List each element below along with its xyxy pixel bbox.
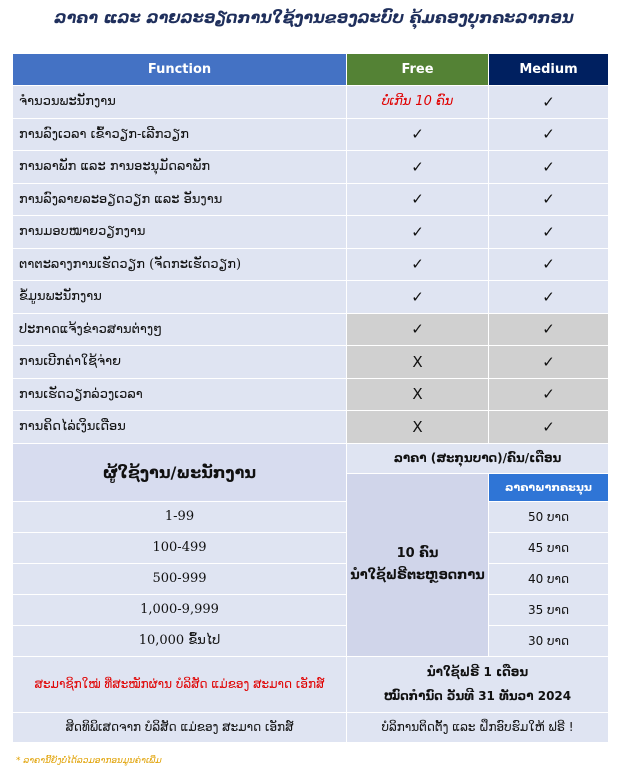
feature-name: ຈຳນວນພະນັກງານ xyxy=(13,86,347,119)
feature-free-value: ✓ xyxy=(347,248,489,281)
feature-free-value: ✓ xyxy=(347,313,489,346)
pricing-header-row xyxy=(13,443,609,473)
feature-free-value: ບໍ່ເກີນ 10 ຄົນ xyxy=(347,86,489,119)
info-left: ສິດທິພິເສດຈາກ ບໍລິສັດ ແມ່ຂອງ ສະມາດ ເອັກສ໌ xyxy=(13,712,347,742)
tier-price: 40 ບາດ xyxy=(489,563,609,594)
price-tier-row xyxy=(13,594,609,625)
pricing-table xyxy=(12,53,609,743)
feature-row xyxy=(13,86,609,119)
feature-row xyxy=(13,118,609,151)
column-header-free: Free xyxy=(347,54,489,86)
price-tier-row xyxy=(13,625,609,656)
feature-row xyxy=(13,281,609,314)
tier-price: 30 ບາດ xyxy=(489,625,609,656)
info-row xyxy=(13,712,609,742)
feature-medium-value: ✓ xyxy=(489,86,609,119)
feature-medium-value: ✓ xyxy=(489,216,609,249)
tier-range: 1,000-9,999 xyxy=(13,594,347,625)
feature-free-value: X xyxy=(347,346,489,379)
feature-row xyxy=(13,411,609,444)
feature-row xyxy=(13,216,609,249)
feature-row xyxy=(13,378,609,411)
tier-range: 500-999 xyxy=(13,563,347,594)
promo-row xyxy=(13,656,609,712)
price-tier-row xyxy=(13,501,609,532)
discount-header: ລາຄາພາກຄະນຸນ xyxy=(489,473,609,501)
promo-offer xyxy=(347,656,609,712)
feature-medium-value: ✓ xyxy=(489,411,609,444)
feature-medium-value: ✓ xyxy=(489,313,609,346)
feature-row xyxy=(13,151,609,184)
rate-header: ລາຄາ (ສະກຸນບາດ)/ຄົນ/ເດືອນ xyxy=(347,443,609,473)
feature-free-value: ✓ xyxy=(347,216,489,249)
feature-medium-value: ✓ xyxy=(489,248,609,281)
price-tier-row xyxy=(13,563,609,594)
feature-free-value: X xyxy=(347,378,489,411)
feature-medium-value: ✓ xyxy=(489,183,609,216)
free-tier-note: ນຳໃຊ້ຟຣີຕະຫຼອດການ xyxy=(350,567,485,583)
promo-offer-line1: ນຳໃຊ້ຟຣີ 1 ເດືອນ xyxy=(426,665,529,679)
feature-row xyxy=(13,183,609,216)
free-tier-cell xyxy=(347,473,489,656)
footnote: * ລາຄານີ້ຍັງບໍ່ໄດ້ລວມອາກອນມູນຄ່າເພີ່ມ xyxy=(16,756,162,766)
feature-row xyxy=(13,248,609,281)
promo-offer-line2: ໝົດກຳນົດ ວັນທີ 31 ທັນວາ 2024 xyxy=(383,689,572,703)
tier-range: 10,000 ຂຶ້ນໄປ xyxy=(13,625,347,656)
feature-name: ການມອບໝາຍວຽກງານ xyxy=(13,216,347,249)
free-tier-limit: 10 ຄົນ xyxy=(396,545,439,561)
feature-name: ການລົງເວລາ ເຂົ້າວຽກ-ເລີກວຽກ xyxy=(13,118,347,151)
feature-free-value: ✓ xyxy=(347,281,489,314)
feature-name: ຕາຕະລາງການເຮັດວຽກ (ຈັດກະເຮັດວຽກ) xyxy=(13,248,347,281)
feature-medium-value: ✓ xyxy=(489,118,609,151)
feature-medium-value: ✓ xyxy=(489,378,609,411)
tier-price: 50 ບາດ xyxy=(489,501,609,532)
feature-name: ການເບີກຄ່າໃຊ້ຈ່າຍ xyxy=(13,346,347,379)
info-right: ບໍລິການຕິດຕັ້ງ ແລະ ຝຶກອົບຮົມໃຫ້ ຟຣີ ! xyxy=(347,712,609,742)
tier-price: 45 ບາດ xyxy=(489,532,609,563)
feature-medium-value: ✓ xyxy=(489,151,609,184)
feature-free-value: X xyxy=(347,411,489,444)
feature-row xyxy=(13,346,609,379)
price-tier-row xyxy=(13,532,609,563)
feature-medium-value: ✓ xyxy=(489,281,609,314)
feature-name: ປະກາດແຈ້ງຂ່າວສານຕ່າງໆ xyxy=(13,313,347,346)
feature-name: ການຄິດໄລ່ເງິນເດືອນ xyxy=(13,411,347,444)
feature-name: ຂໍ້ມູນພະນັກງານ xyxy=(13,281,347,314)
page-title: ລາຄາ ແລະ ລາຍລະອຽດການໃຊ້ງານຂອງລະບົບ ຄຸ້ມຄອງບຸກຄະລາກອນ xyxy=(54,8,574,27)
feature-name: ການລາພັກ ແລະ ການອະນຸມັດລາພັກ xyxy=(13,151,347,184)
feature-free-value: ✓ xyxy=(347,118,489,151)
feature-free-value: ✓ xyxy=(347,151,489,184)
users-header: ຜູ້ໃຊ້ງານ/ພະນັກງານ xyxy=(13,443,347,501)
promo-text: ສະມາຊິກໃໝ່ ທີ່ສະໝັກຜ່ານ ບໍລິສັດ ແມ່ຂອງ ສະມາດ ເອັກສ໌ xyxy=(13,656,347,712)
tier-range: 1-99 xyxy=(13,501,347,532)
feature-row xyxy=(13,313,609,346)
feature-name: ການເຮັດວຽກລ່ວງເວລາ xyxy=(13,378,347,411)
column-header-medium: Medium xyxy=(489,54,609,86)
tier-range: 100-499 xyxy=(13,532,347,563)
column-header-function: Function xyxy=(13,54,347,86)
tier-price: 35 ບາດ xyxy=(489,594,609,625)
feature-name: ການລົງລາຍລະອຽດວຽກ ແລະ ອັນງານ xyxy=(13,183,347,216)
feature-free-value: ✓ xyxy=(347,183,489,216)
feature-medium-value: ✓ xyxy=(489,346,609,379)
table-header-row xyxy=(13,54,609,86)
